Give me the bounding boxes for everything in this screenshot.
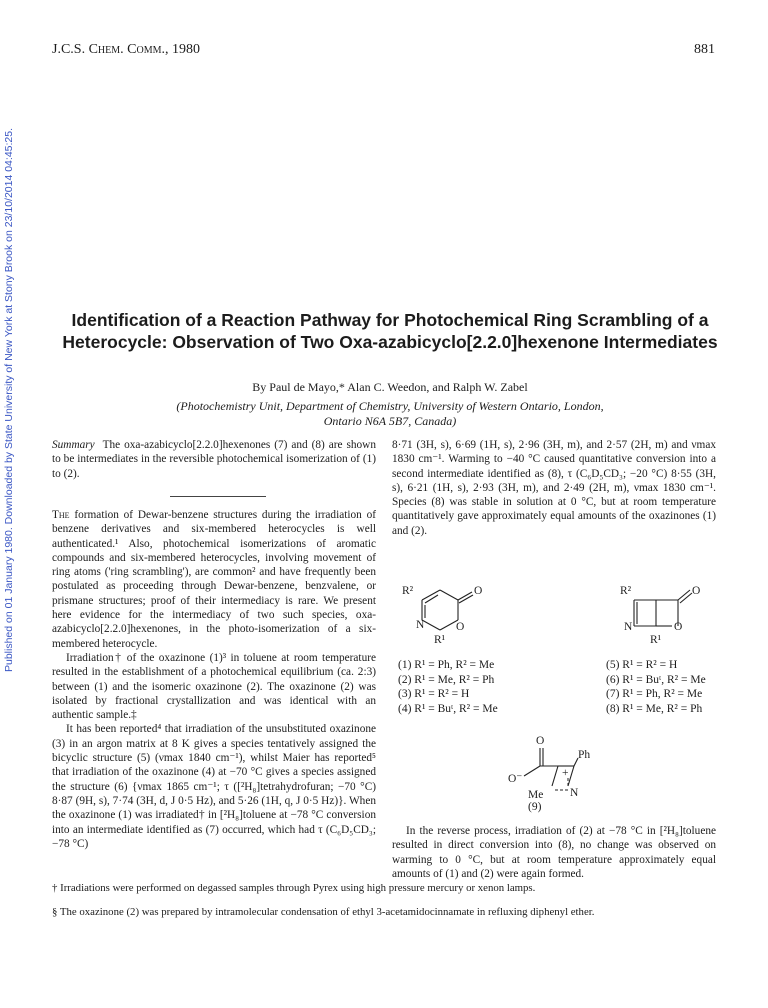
page-number: 881: [694, 42, 715, 57]
footnote: § The oxazinone (2) was prepared by intramolecular condensation of ethyl 3-acetamidocinnamate in refluxing diphenyl ether.: [52, 906, 595, 918]
compound-9-label: (9): [528, 801, 542, 813]
oxygen-label: O: [456, 621, 465, 633]
affiliation-line: Ontario N6A 5B7, Canada): [323, 414, 457, 428]
footnote: † Irradiations were performed on degassed samples through Pyrex using high pressure mercury or xenon lamps.: [52, 882, 536, 894]
compound-label: (1) R¹ = Ph, R² = Me: [398, 659, 495, 671]
nitrogen-label: N: [416, 619, 425, 631]
oxygen-label: O: [474, 585, 483, 597]
summary-text: The oxa-azabicyclo[2.2.0]hexenones (7) and (8) are shown to be intermediates in the reversible photochemical isomerization of (1) to (2).: [52, 439, 376, 480]
oxygen-label: O: [674, 621, 683, 633]
download-watermark: Published on 01 January 1980. Downloaded by State University of New York at Stony Brook on 23/10/2014 04:45:25.: [3, 127, 15, 673]
compound-label: (8) R¹ = Me, R² = Ph: [606, 702, 703, 715]
body-left-column: [52, 508, 376, 851]
oxide-label: O⁻: [508, 773, 523, 785]
r2-label: R²: [620, 585, 632, 597]
body-paragraph: The formation of Dewar-benzene structures during the irradiation of benzene derivatives and six-membered heterocycles is well authenticated.¹ Also, photochemical isomerizations of aromatic compounds and six-membered heterocycles, involving movement of ring atoms ('ring scrambling'), are common² and have frequently been postulated as proceeding through Dewar-benzene, benzvalene, or prismane structures; proof of their intermediacy is rare. We present here evidence for the intermediacy of two such species, oxa-azabicyclo[2.2.0]hexenones, in the photo-isomerization of a six-membered heterocycle.: [52, 509, 376, 650]
body-paragraph: Irradiation† of the oxazinone (1)³ in toluene at room temperature resulted in the establishment of a photochemical equilibrium (ca. 2:3) between (1) and the isomeric oxazinone (2). The oxazinone (2) was isolated by fractional crystallization and was identical with an authentic sample.‡: [52, 651, 376, 722]
nitrogen-label: N: [570, 787, 579, 799]
compound-label: (7) R¹ = Ph, R² = Me: [606, 688, 703, 700]
separator-rule: [170, 496, 266, 497]
body-paragraph: It has been reported⁴ that irradiation of the unsubstituted oxazinone (3) in an argon matrix at 8 K gives a species tentatively assigned the bicyclic structure (5) (νmax 1840 cm⁻¹), whilst Maier has reported⁵ that irradiation of the oxazinone (4) at −70 °C gives a species assigned the structure (6) {νmax 1865 cm⁻¹; τ ([²H₈]tetrahydrofuran; −70 °C) 8·87 (9H, s), 7·74 (3H, d, J 0·5 Hz), and 5·26 (1H, q, J 0·5 Hz)}. When the oxazinone (1) was irradiated† in [²H₈]toluene at −78 °C conversion into an intermediate identified as (7) occurred, which had τ (C₆D₅CD₃; −78 °C): [52, 723, 376, 850]
compound-label: (6) R¹ = Buᵗ, R² = Me: [606, 673, 706, 686]
article-title: Identification of a Reaction Pathway for Photochemical Ring Scrambling of a Heterocycle: Observation of Two Oxa-azabicyclo[2.2.0]hexenone Intermediates: [62, 310, 718, 352]
compound-list-left: [398, 658, 498, 716]
compound-label: (5) R¹ = R² = H: [606, 659, 678, 671]
journal-header: J.C.S. Chem. Comm., 1980: [52, 42, 200, 57]
author-list: By Paul de Mayo,* Alan C. Weedon, and Ralph W. Zabel: [252, 380, 528, 394]
compound-list-right: [606, 658, 706, 716]
compound-label: (2) R¹ = Me, R² = Ph: [398, 673, 495, 686]
affiliation: [120, 399, 660, 429]
r1-label: R¹: [434, 634, 446, 646]
oxygen-label: O: [536, 735, 545, 747]
summary-label: Summary: [52, 439, 95, 451]
nitrogen-label: N: [624, 621, 633, 633]
summary-paragraph: [52, 438, 376, 481]
r1-label: R¹: [650, 634, 662, 646]
charge-label: +: [562, 767, 569, 779]
body-right-column-bottom: In the reverse process, irradiation of (2) at −78 °C in [²H₈]toluene resulted in direct conversion into (8), no change was observed on warming to 0 °C, but at room temperature approximately equal amounts of (1) and (2) were again formed.: [392, 825, 716, 880]
r2-label: R²: [402, 585, 414, 597]
compound-label: (4) R¹ = Buᵗ, R² = Me: [398, 702, 498, 715]
methyl-label: Me: [528, 789, 544, 801]
oxygen-label: O: [692, 585, 701, 597]
affiliation-line: (Photochemistry Unit, Department of Chemistry, University of Western Ontario, London,: [176, 399, 604, 413]
compound-label: (3) R¹ = R² = H: [398, 688, 470, 700]
phenyl-label: Ph: [578, 749, 591, 761]
body-right-column-top: [392, 438, 716, 538]
body-paragraph: 8·71 (3H, s), 6·69 (1H, s), 2·96 (3H, m), and 2·57 (2H, m) and νmax 1830 cm⁻¹. Warming to −40 °C caused quantitative conversion into a second intermediate identified as (8), τ (C₆D₅CD₃; −20 °C) 8·55 (3H, s), 6·21 (1H, s), 2·93 (3H, m), and 2·49 (2H, m), νmax 1830 cm⁻¹. Species (8) was stable in solution at 0 °C, but at room temperature quantitatively gave approximately equal amounts of the oxazinones (1) and (2).: [392, 439, 716, 537]
